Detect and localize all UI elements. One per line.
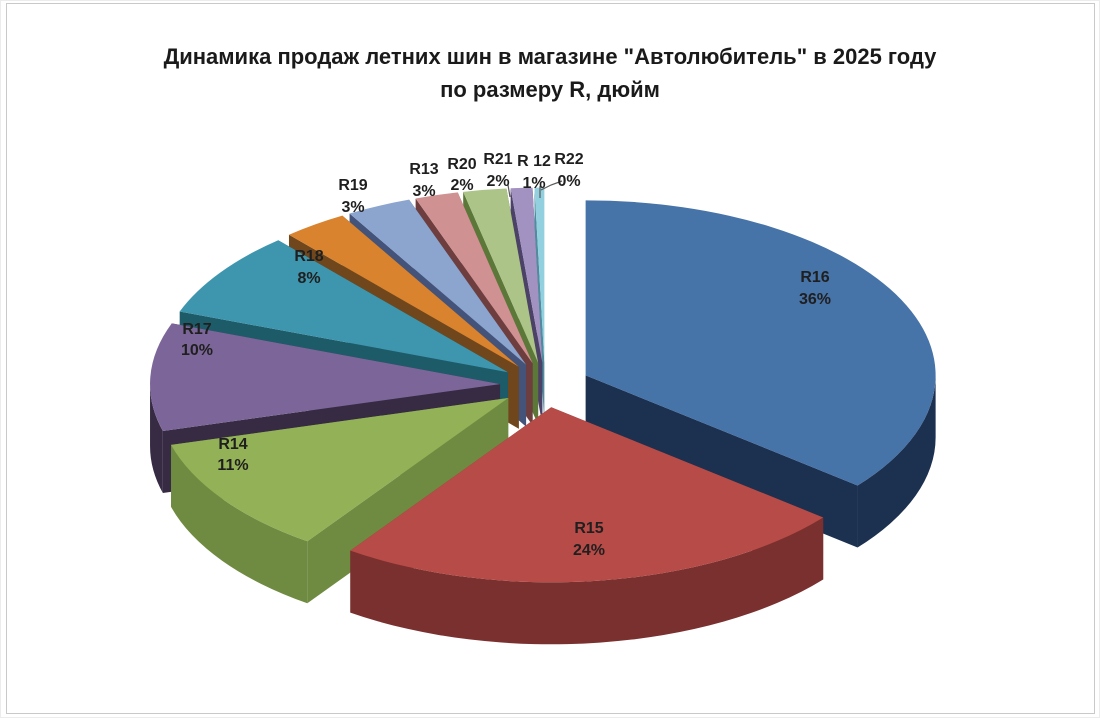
slice-label-r14-pct: 11% [217,457,249,474]
slice-label-r13-name: R13 [409,161,439,178]
slice-label-r-12-name: R 12 [517,153,551,170]
slice-label-r16-pct: 36% [798,291,832,308]
slice-label-r19-name: R19 [338,177,368,194]
slice-label-r22-pct: 0% [557,173,581,190]
slice-label-r19-pct: 3% [341,199,365,216]
slice-label-r18-pct: 8% [297,270,321,287]
slice-label-r15-pct: 24% [572,542,606,559]
slice-label-r20-pct: 2% [450,177,474,194]
slice-label-r13-pct: 3% [412,183,436,200]
slice-label-r17-pct: 10% [180,342,214,359]
chart-title-line1: Динамика продаж летних шин в магазине "Автолюбитель" в 2025 году [163,44,937,69]
slice-label-r-12-pct: 1% [522,175,546,192]
slice-label-r20-name: R20 [447,156,477,173]
slice-label-r15-name: R15 [574,520,604,537]
slice-label-r22-name: R22 [554,151,584,168]
slice-label-r21-name: R21 [483,151,513,168]
slice-label-r17-name: R17 [182,321,212,338]
slice-label-r21-pct: 2% [486,173,510,190]
slice-label-r16-name: R16 [800,269,830,286]
chart-title-line2: по размеру R, дюйм [440,77,660,102]
slice-label-r14-name: R14 [218,436,248,453]
slice-label-r18-name: R18 [294,248,324,265]
